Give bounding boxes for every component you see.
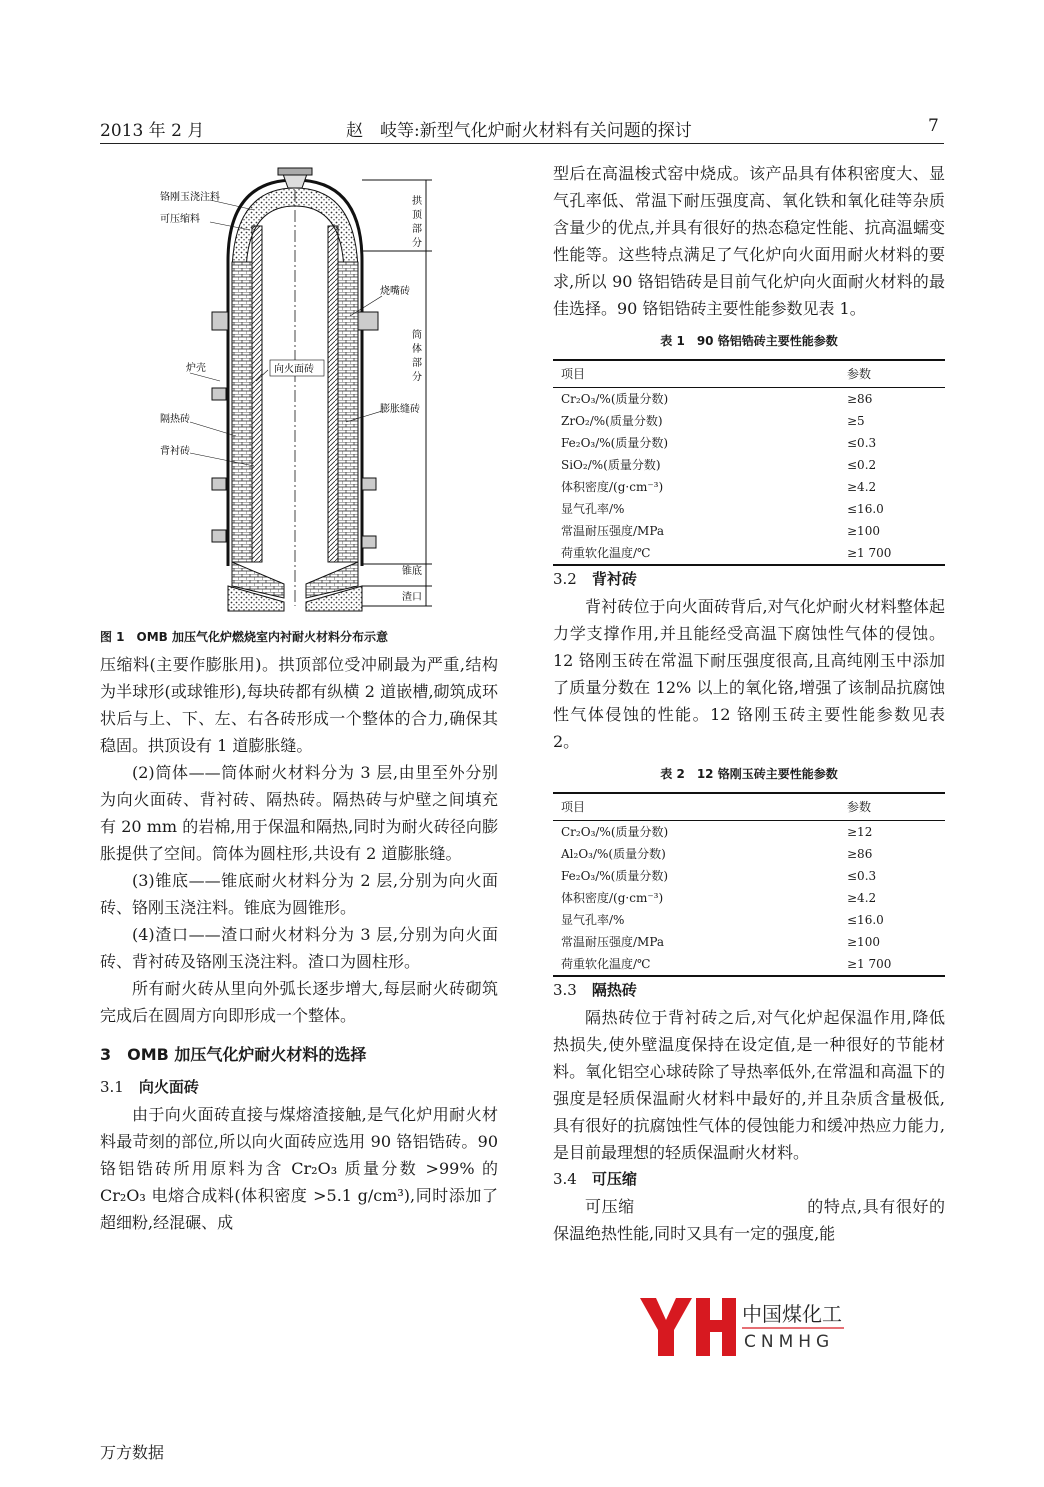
- section-3-heading: 3 OMB 加压气化炉耐火材料的选择: [100, 1045, 367, 1064]
- table-row: 显气孔率/% ≤16.0: [561, 502, 884, 516]
- footer-source: 万方数据: [100, 1443, 165, 1462]
- table-row: 体积密度/(g·cm⁻³) ≥4.2: [561, 480, 877, 494]
- label-insulating-brick: 隔热砖: [160, 414, 190, 425]
- para-hot-face: 由于向火面砖直接与煤熔渣接触,是气化炉用耐火材料最苛刻的部位,所以向火面砖应选用 90 铬铝锆砖。90 铬铝锆砖所用原料为含 Cr₂O₃ 质量分数 >99% 的 Cr₂O₃ 电熔合成料(体积密度 >5.1 g/cm³),同时添加了超细粉,经混碾、成: [100, 1105, 498, 1232]
- label-cone: 锥底: [402, 566, 422, 577]
- para-dome: 压缩料(主要作膨胀用)。拱顶部位受冲刷最为严重,结构为半球形(或球锥形),每块砖都有纵横 2 道嵌槽,砌筑成环状后与上、下、左、右各砖形成一个整体的合力,确保其稳固。拱顶设有 1 道膨胀缝。: [100, 655, 498, 755]
- table-row: Cr₂O₃/%(质量分数) ≥12: [561, 825, 873, 839]
- para-slag: (4)渣口——渣口耐火材料分为 3 层,分别为向火面砖、背衬砖及铬刚玉浇注料。渣口为圆柱形。: [100, 925, 498, 971]
- para-backing: 背衬砖位于向火面砖背后,对气化炉耐火材料整体起力学支撑作用,并且能经受高温下腐蚀性气体的侵蚀。12 铬刚玉砖在常温下耐压强度很高,且高纯刚玉中添加了质量分数在 12% 以上的氧化铬,增强了该制品抗腐蚀性气体侵蚀的性能。12 铬刚玉砖主要性能参数见表 2。: [553, 597, 945, 751]
- para-insulating: 隔热砖位于背衬砖之后,对气化炉起保温作用,降低热损失,使外壁温度保持在设定值,是一种很好的节能材料。氧化铝空心球砖除了导热率低外,在常温和高温下的强度是轻质保温耐火材料中最好的,并且杂质含量极低,具有很好的抗腐蚀性气体的侵蚀能力和缓冲热应力能力,是目前最理想的轻质保温耐火材料。: [553, 1008, 945, 1162]
- svg-text:筒: 筒: [412, 330, 422, 341]
- table-row: 荷重软化温度/℃ ≥1 700: [553, 953, 945, 976]
- table-2: [553, 792, 945, 977]
- label-backing-brick: 背衬砖: [160, 446, 190, 457]
- header-rule: [100, 143, 944, 144]
- section-3-4-heading: 3.4 可压缩: [553, 1170, 637, 1188]
- svg-text:部: 部: [412, 358, 422, 369]
- right-column: [553, 160, 945, 1247]
- label-dome-section: [412, 194, 423, 249]
- svg-text:顶: 顶: [412, 210, 422, 221]
- para-compressible: 可压缩 的特点,具有很好的保温绝热性能,同时又具有一定的强度,能: [553, 1197, 945, 1243]
- watermark-en-text: CNMHG: [744, 1332, 835, 1352]
- watermark-cn-text: 中国煤化工: [742, 1302, 842, 1326]
- para-cone: (3)锥底——锥底耐火材料分为 2 层,分别为向火面砖、铬刚玉浇注料。锥底为圆锥形。: [100, 871, 498, 917]
- label-cr-castable: 铬刚玉浇注料: [160, 192, 220, 203]
- para-cylinder: (2)筒体——筒体耐火材料分为 3 层,由里至外分别为向火面砖、背衬砖、隔热砖。隔热砖与炉壁之间填充有 20 mm 的岩棉,用于保温和隔热,同时为耐火砖径向膨胀提供了空间。筒体为圆柱形,共设有 2 道膨胀缝。: [100, 763, 498, 863]
- label-cylinder-section: [412, 328, 422, 383]
- table-1-head-value: 参数: [839, 360, 945, 388]
- left-column: [100, 651, 498, 1236]
- table-2-head-value: 参数: [839, 793, 945, 821]
- label-slag: 渣口: [402, 592, 422, 603]
- table-row: 显气孔率/% ≤16.0: [561, 913, 884, 927]
- label-hot-face: 向火面砖: [274, 364, 314, 375]
- table-2-head-item: 项目: [553, 793, 839, 821]
- table-row: SiO₂/%(质量分数) ≤0.2: [561, 458, 877, 472]
- figure-caption: 图 1 OMB 加压气化炉燃烧室内衬耐火材料分布示意: [100, 630, 388, 644]
- table-2-caption: 表 2 12 铬刚玉砖主要性能参数: [660, 767, 838, 781]
- table-1-caption: 表 1 90 铬铝锆砖主要性能参数: [660, 334, 838, 348]
- svg-text:体: 体: [412, 344, 422, 355]
- table-row: 荷重软化温度/℃ ≥1 700: [553, 542, 945, 565]
- svg-text:拱: 拱: [412, 196, 422, 207]
- table-row: ZrO₂/%(质量分数) ≥5: [561, 414, 865, 428]
- table-1: [553, 359, 945, 566]
- section-3-2-heading: 3.2 背衬砖: [553, 570, 637, 588]
- cnmhg-watermark-logo: [634, 1296, 874, 1358]
- table-row: Cr₂O₃/%(质量分数) ≥86: [561, 392, 873, 406]
- label-compressible: 可压缩料: [160, 214, 200, 225]
- header-date: 2013 年 2 月: [100, 121, 205, 141]
- para-arc: 所有耐火砖从里向外弧长逐步增大,每层耐火砖砌筑完成后在圆周方向即形成一个整体。: [100, 979, 498, 1025]
- table-row: 体积密度/(g·cm⁻³) ≥4.2: [561, 891, 877, 905]
- table-row: Fe₂O₃/%(质量分数) ≤0.3: [561, 436, 877, 450]
- page-number: 7: [928, 116, 939, 136]
- table-1-head-item: 项目: [553, 360, 839, 388]
- table-row: Al₂O₃/%(质量分数) ≥86: [561, 847, 873, 861]
- svg-text:部: 部: [412, 224, 422, 235]
- running-title: 赵 岐等:新型气化炉耐火材料有关问题的探讨: [346, 121, 692, 141]
- table-row: 常温耐压强度/MPa ≥100: [561, 935, 880, 949]
- svg-text:分: 分: [412, 238, 422, 249]
- label-expansion-brick: 膨胀缝砖: [380, 404, 420, 415]
- table-row: 常温耐压强度/MPa ≥100: [561, 524, 880, 538]
- label-burner-brick: 烧嘴砖: [380, 286, 410, 297]
- section-3-3-heading: 3.3 隔热砖: [553, 981, 637, 999]
- svg-text:分: 分: [412, 372, 422, 383]
- gasifier-diagram: [150, 166, 450, 621]
- label-shell: 炉壳: [186, 363, 206, 374]
- table-row: Fe₂O₃/%(质量分数) ≤0.3: [561, 869, 877, 883]
- para-fired: 型后在高温梭式窑中烧成。该产品具有体积密度大、显气孔率低、常温下耐压强度高、氧化铁和氧化硅等杂质含量少的优点,并具有很好的热态稳定性能、抗高温蠕变性能等。这些特点满足了气化炉向火面用耐火材料的要求,所以 90 铬铝锆砖是目前气化炉向火面耐火材料的最佳选择。90 铬铝锆砖主要性能参数见表 1。: [553, 164, 945, 318]
- section-3-1-heading: 3.1 向火面砖: [100, 1078, 199, 1096]
